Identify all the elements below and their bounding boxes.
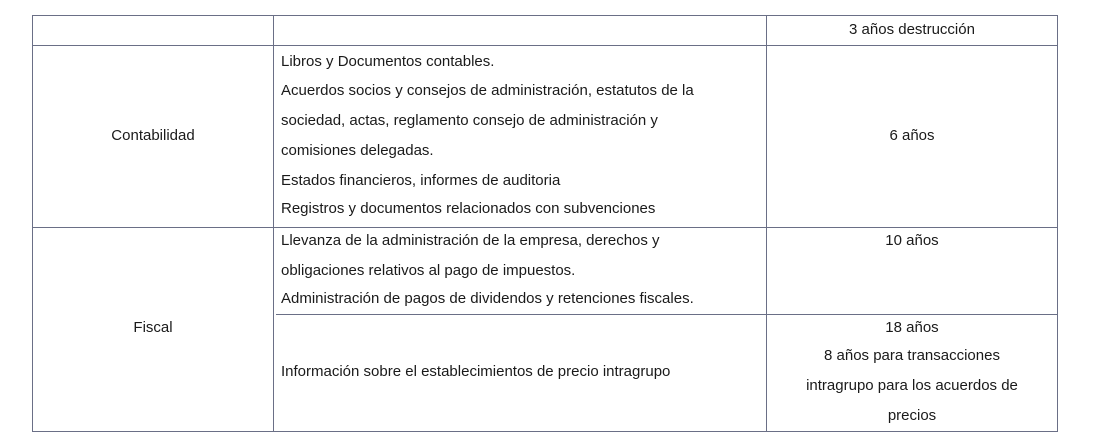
contabilidad-retention: [767, 127, 1057, 144]
header-cell-2: [274, 16, 766, 45]
retention-line: precios: [887, 407, 937, 424]
fiscal-sub1-retention: [767, 232, 1057, 249]
table-border-right: [1057, 15, 1058, 432]
contabilidad-documents: [281, 45, 765, 227]
contabilidad-retention-text: 6 años: [889, 127, 935, 144]
doc-line: comisiones delegadas.: [281, 142, 434, 159]
fiscal-sub2-document-text: Información sobre el establecimientos de precio intragrupo: [281, 363, 671, 380]
fiscal-sub1-retention-text: 10 años: [885, 232, 939, 249]
column-divider-1: [273, 15, 274, 432]
table-border-bottom: [32, 431, 1058, 432]
header-cell-retention: [767, 21, 1057, 45]
header-retention-text: 3 años destrucción: [849, 21, 975, 38]
doc-line: obligaciones relativos al pago de impuestos.: [281, 262, 576, 279]
category-contabilidad-text: Contabilidad: [111, 127, 195, 144]
category-fiscal-text: Fiscal: [133, 319, 173, 336]
fiscal-sub2-retention: [767, 315, 1057, 431]
retention-line: intragrupo para los acuerdos de: [806, 377, 1018, 394]
doc-line: Acuerdos socios y consejos de administración, estatutos de la: [281, 82, 694, 99]
retention-line: 8 años para transacciones: [824, 347, 1000, 364]
header-cell-1: [33, 16, 273, 45]
doc-line: Administración de pagos de dividendos y retenciones fiscales.: [281, 290, 694, 307]
table-border-left: [32, 15, 33, 432]
doc-line: Llevanza de la administración de la empresa, derechos y: [281, 232, 660, 249]
fiscal-sub2-document: [281, 363, 765, 380]
category-contabilidad: [33, 127, 273, 144]
doc-line: Registros y documentos relacionados con subvenciones: [281, 200, 656, 217]
retention-line: 18 años: [885, 319, 939, 336]
doc-line: sociedad, actas, reglamento consejo de administración y: [281, 112, 658, 129]
category-fiscal: [33, 319, 273, 336]
doc-line: Libros y Documentos contables.: [281, 53, 495, 70]
fiscal-sub1-documents: [281, 227, 765, 314]
doc-line: Estados financieros, informes de auditoria: [281, 172, 561, 189]
